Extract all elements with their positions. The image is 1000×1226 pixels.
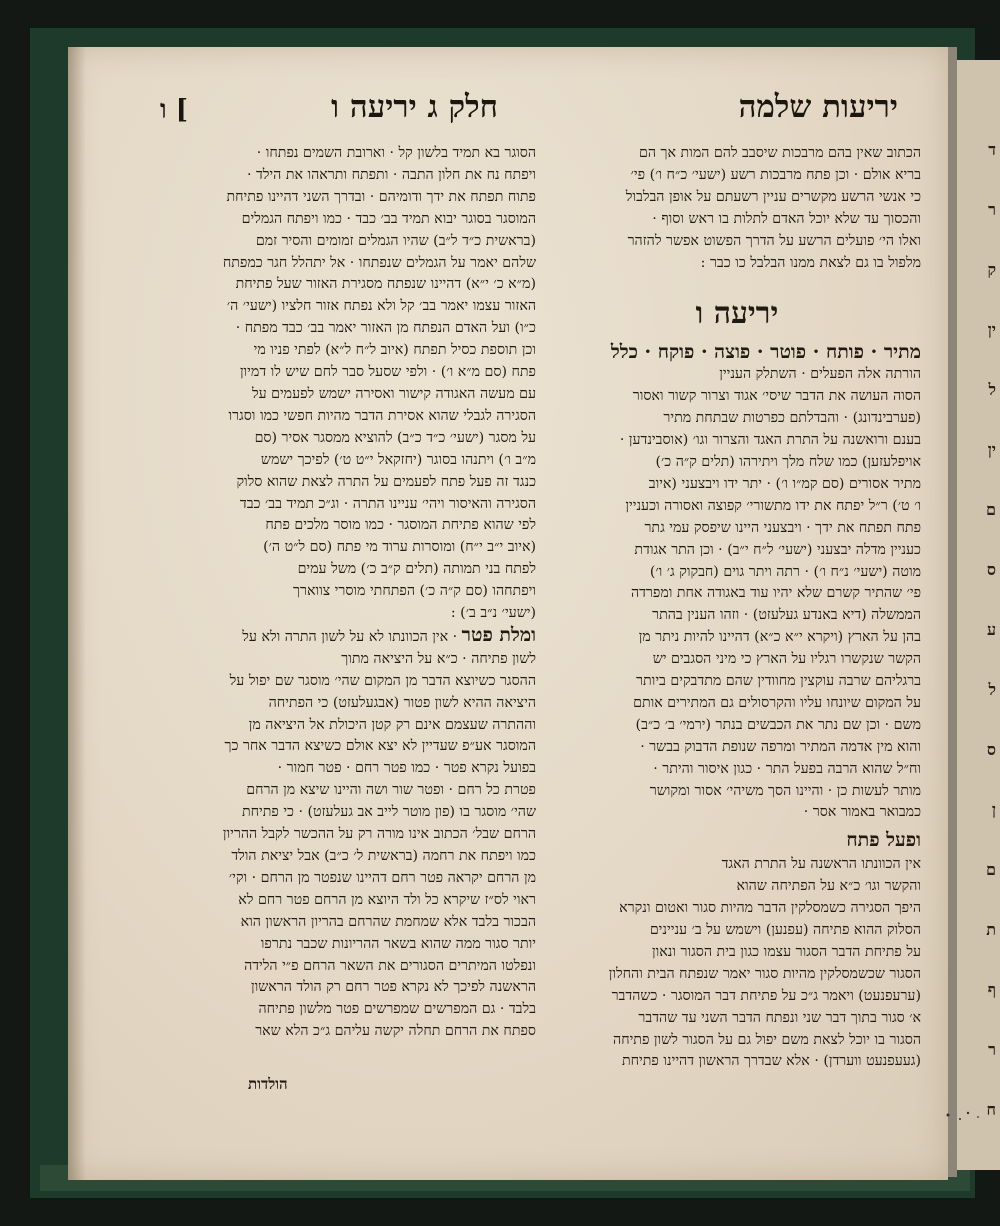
text-line: היציאה ההיא לשון פטור (אבגעלעזט) כי הפתיחה <box>268 694 536 711</box>
body-paragraph <box>164 143 536 625</box>
adjacent-page-fragment: ין <box>987 440 996 459</box>
text-line: פתוח תפתח את ידך ודומיהם · ובדרך השני דהיינו פתיחת <box>226 188 536 205</box>
text-line: מלפול בו גם לצאת ממנו הבלבל כו כבר : <box>700 254 921 271</box>
text-line: בריא אולם · וכן פתח מרבכות רשע (ישעי׳ כ״ח ו׳) פי׳ <box>630 166 921 183</box>
adjacent-page-fragment: ק <box>987 260 996 279</box>
page-number: ו [ <box>160 95 189 125</box>
text-line: מוטה (ישעי׳ נ״ח ו׳) · רתה ויתר גוים (חבקוק ג׳ ו׳) <box>649 563 921 580</box>
adjacent-page-fragment: ין <box>987 320 996 339</box>
text-line: כי אנשי הרשע מקשרים עניין רשעתם על אופן הבלבול <box>625 188 921 205</box>
text-line: יותר סגור ממה שהוא בשאר ההריונות שכבר נתרפו <box>260 935 536 952</box>
text-line: המוסגר בסוגר יבוא תמיד בב׳ כבד · כמו ויפתח הגמלים <box>241 210 536 227</box>
text-line: והוא מין אדמה המתיר ומרפה שנופת הדבוק בבשר · <box>640 738 921 755</box>
text-line: וכן תוספת כסיל תפתח (איוב ל״ח ל״א) לפתי פניו מי <box>253 342 536 359</box>
text-line: היפך הסגירה כשמסלקין הדבר מהיות סגור ואטום ונקרא <box>619 900 921 917</box>
text-line: א׳ סגור בתוך דבר שני ונפתח הדבר השני עד שהדבר <box>638 1009 921 1026</box>
text-line: ויפתחהו (סם ק״ה כ׳) הפתחתי מוסרי צווארך <box>293 583 536 600</box>
text-line: פטרת כל רחם · ופטר שור ושה והיינו שיצא מן הרחם <box>246 782 536 799</box>
adjacent-page-fragment: ר <box>988 1040 996 1059</box>
text-line: הורתה אלה הפעלים · השתלק העניין <box>719 366 921 383</box>
text-line: הקשר שנקשרו רגליו על הארץ כי מיני הסגבים יש <box>652 651 921 668</box>
text-line: (בראשית כ״ד ל״ב) שהיו הגמלים זמומים והסיר זמם <box>255 232 536 249</box>
text-line: כמו ויפתח את רחמה (בראשית ל׳ כ״ב) אבל יציאת הולד <box>231 848 536 864</box>
section-first-line: אין הכוונתו לא על לשון התרה ולא על <box>242 628 449 645</box>
adjacent-page-fragment: ח <box>986 1100 996 1119</box>
text-line: ואלו הי׳ פועלים הרשע על הדרך הפשוט אפשר להזהר <box>627 232 921 249</box>
text-line: משם · וכן שם נתר את הכבשים בנתר (ירמי׳ ב׳ כ״ב) <box>635 716 921 733</box>
text-line: (איוב י״ב י״ח) ומוסרות ערוד מי פתח (סם ל״ט ה׳) <box>263 539 536 556</box>
text-line: לפתח בני תמותה (תלים ק״ב כ׳) משל עמים <box>297 561 536 578</box>
adjacent-page-fragment: ף <box>987 980 996 999</box>
text-line: והכסוך עד שלא יוכל האדם לתלות בו ראש וסוף · <box>652 210 921 227</box>
text-line: מ״ב ו׳) ויתנהו בסוגר (יחזקאל י״ט ט׳) לפיכך ישמש <box>260 451 536 468</box>
text-line: הבכור בלבד אלא שמחמת שהרחם בהריון הראשון הוא <box>240 913 536 930</box>
text-line: פתח תפתח את ידך · ויבצעני היינו שיפסק עמי גתר <box>644 519 921 536</box>
text-line: כמבואר באמור אסר · <box>803 804 921 821</box>
text-line: לפי שהוא פתיחת המוסגר · כמו מוסר מלכים פתח <box>265 517 536 534</box>
text-line: מן הרחם יקראה פטר רחם דהיינו שנפטר מן הרחם · וקי׳ <box>228 869 536 886</box>
text-line: אין הכוונתו הראשנה על התרת האגד <box>721 856 921 873</box>
book-page <box>68 47 948 1180</box>
text-line: והקשר וגו׳ כ״א על הפתיחה שהוא <box>736 878 921 895</box>
text-line: פתח (סם מ״א ו׳) · ולפי שסעל סבר לחם שיש לו דמיון <box>239 364 536 381</box>
adjacent-page-fragment: ן <box>991 800 996 819</box>
text-line: שלהם יאמר על הגמלים שנפתחו · אל יתהלל חגר כמפתח <box>222 254 536 271</box>
ink-speck <box>938 1107 998 1127</box>
body-paragraph <box>553 364 921 824</box>
text-line: לשון פתיחה · כ״א על היציאה מתוך <box>341 650 536 667</box>
adjacent-page-fragment: ם <box>986 500 996 519</box>
section-headword: ומלת פטר <box>461 623 536 646</box>
text-line: בענם ורואשנה על התרת האגד והצרור וגו׳ (אוסבינדען · <box>619 432 921 449</box>
text-line: ראוי לס״ז שיקרא כל ולד היוצא מן הרחם פטר רחם לא <box>238 891 536 908</box>
text-line: פי׳ שהתיר קשרם שלא יהיו עוד באגודה אחת ומפרדה <box>630 585 921 602</box>
adjacent-page-fragment: ר <box>988 200 996 219</box>
text-line: כעניין מדלה יבצעני (ישעי׳ ל״ח י״ב) · וכן התר אגודת <box>634 541 921 558</box>
text-line: וההתרה שעצמם אינם רק קטן היכולת אל היציאה מן <box>248 716 536 733</box>
text-line: הראשנה לפיכך לא נקרא פטר רחם רק הולד הראשון <box>250 979 536 996</box>
text-line: הסגירה והאיסור ויהי׳ עניינו התרה · וג״כ תמיד בב׳ כבד <box>239 495 536 512</box>
running-header-right: יריעות שלמה <box>738 89 898 125</box>
text-line: ספתח את הרחם תחלה יקשה עליהם ג״כ הלא שאר <box>255 1023 536 1040</box>
text-line: בהן על הארץ (ויקרא י״א כ״א) דהיינו להיות ניתר מן <box>638 629 921 646</box>
text-line: ההסגר כשיוצא הדבר מן המקום שהי׳ מוסגר שם יפול על <box>229 672 536 689</box>
text-line: הסגור בו יוכל לצאת משם יפול גם על הסגור לשון פתיחה <box>613 1031 921 1048</box>
text-line: שהי׳ מוסגר בו (פון מוטר לייב אב געלעזט) · כי פתיחת <box>241 804 536 821</box>
text-line: מותר לעשות כן · והיינו הסך משיהי׳ אסור ומקושר <box>649 782 921 799</box>
running-header-left: חלק ג יריעה ו <box>331 89 498 125</box>
text-line: ונפלטו המיתרים הסגורים את השאר הרחם פ״י הלידה <box>244 957 536 974</box>
text-line: האזור עצמו יאמר בב׳ קל ולא נפתח אזור חלציו (ישעי׳ ה׳ <box>226 298 536 315</box>
adjacent-page-fragment: ל <box>988 380 996 399</box>
text-line: המוסגר אע״פ שעדיין לא יצא אולם כשיצא הדבר אחר כך <box>224 738 536 755</box>
text-line: הסגור שכשמסלקין מהיות סגור יאמר שנפתח הבית והחלון <box>608 965 921 982</box>
right-column <box>553 143 921 1073</box>
adjacent-page-fragment: ס <box>986 740 996 759</box>
adjacent-page-fragment: ל <box>988 680 996 699</box>
text-line: הסוה העושה את הדבר שיסי׳ אגוד וצרור קשור ואסור <box>632 388 921 405</box>
text-line: על פתיחת הדבר הסגור עצמו כגון בית הסגור ונאון <box>652 943 921 960</box>
text-line: ויפתח נח את חלון התבה · ותפתח ותראהו את הילד · <box>246 166 536 183</box>
section-title: יריעה ו <box>695 296 779 332</box>
text-line: בלבד · גם המפרשים שמפרשים פטר מלשון פתיחה <box>258 1001 536 1018</box>
text-line: הרחם שבל׳ הכתוב אינו מורה רק על ההכשר לקבל ההריון <box>222 826 536 843</box>
text-line: הממשלה (דיא באנדע געלעזט) · וזהו הענין בהתר <box>652 607 921 624</box>
adjacent-page-fragment: ת <box>986 920 996 939</box>
adjacent-page-fragment: ד <box>988 140 996 159</box>
text-line: וח״ל שהוא הרבה בפעל התר · כגון איסור והיתר · <box>653 760 921 777</box>
catchword: הולדות <box>248 1075 288 1093</box>
adjacent-page-fragment: ע <box>986 620 996 639</box>
text-line: הסוגר בא תמיד בלשון קל · וארובת השמים נפתחו · <box>256 145 536 161</box>
text-line: (ישעי׳ נ״ב ב׳) : <box>450 605 536 622</box>
text-line: כנגד זה פעל פתח לפעמים על התרה לצאת שהוא סלוק <box>236 473 536 490</box>
text-line: ו׳ ט׳) ר״ל יפתח את ידו מתשורי׳ קפוצה ואסורה וכעניין <box>625 497 921 514</box>
text-line: על מסגר (ישעי׳ כ״ד כ״ב) להוציא ממסגר אסיר (סם <box>254 429 536 446</box>
text-line: (פערבינדונג) · והבדלתם כפרטות שבתחת מתיר <box>663 410 921 427</box>
text-line: הסגירה לגבלי שהוא אסירת הדבר מהיות חפשי כמו וסגרו <box>228 407 536 424</box>
headword-line: מתיר · פותח · פוטר · פוצה · פוקח · כלל <box>610 341 921 364</box>
body-paragraph-2 <box>164 649 536 1043</box>
text-line: כ״ו) ועל האדם הנפתח מן האזור יאמר בב׳ כבד מפתח · <box>235 320 536 337</box>
text-line: על המקום שיונחו עליו והקרסולים גם המתירים אותם <box>633 694 921 711</box>
adjacent-page-fragment: ם <box>986 860 996 879</box>
left-column: הסוגר בא תמיד בלשון קל · וארובת השמים נפתחו · ויפתח נח את חלון התבה · ותפתח ותראהו את הילד · פתוח תפתח את ידך ודומיהם · ובדרך השני דהיינו פתיחת המוסגר בסוגר יבוא תמיד בב׳ כבד · כמו ויפתח הגמלים (בראשית כ״ד ל״ב) שהיו הגמלים זמומים והסיר זמם שלהם יאמר על הגמלים שנפתחו · אל יתהלל חגר כמפתח (מ״א כ׳ י״א) דהיינו שנפתח מסגירת האזור שעל פתיחת האזור עצמו יאמר בב׳ קל ולא נפתח אזור חלציו (ישעי׳ ה׳ כ״ו) ועל האדם הנפתח מן האזור יאמר בב׳ כבד מפתח · וכן תוספת כסיל תפתח (איוב ל״ח ל״א) לפתי פניו מי פתח (סם מ״א ו׳) · ולפי שסעל סבר לחם שיש לו דמיון עם מעשה האגודה קישור ואסירה ישמש לפעמים על הסגירה לגבלי שהוא אסירת הדבר מהיות חפשי כמו וסגרו על מסגר (ישעי׳ כ״ד כ״ב) להוציא ממסגר אסיר (סם מ״ב ו׳) ויתנהו בסוגר (יחזקאל י״ט ט׳) לפיכך ישמש כנגד זה פעל פתח לפעמים על התרה לצאת שהוא סלוק הסגירה והאיסור ויהי׳ עניינו התרה · וג״כ תמיד בב׳ כבד לפי שהוא פתיחת המוסגר · כמו מוסר מלכים פתח (איוב י״ב י״ח) ומוסרות ערוד מי פתח (סם ל״ט ה׳) לפתח בני תמותה (תלים ק״ב כ׳) משל עמים ויפתחהו (סם ק״ה כ׳) הפתחתי מוסרי צווארך (ישעי׳ נ״ב ב׳) : ומלת פטר · אין הכוונתו לא על לשון התרה ולא על לשון פתיחה · כ״א על היציאה מתוך ההסגר כשיוצא הדבר מן המקום שהי׳ מוסגר שם יפול על היציאה ההיא לשון פטור (אבגעלעזט) כי הפתיחה וההתרה שעצמם אינם רק קטן היכולת אל היציאה מן המוסגר אע״פ שעדיין לא יצא אולם כשיצא הדבר אחר כך בפועל נקרא פטר · כמו פטר רחם · פטר חמור · פטרת כל רחם · ופטר שור ושה והיינו שיצא מן הרחם שהי׳ מוסגר בו (פון מוטר לייב אב געלעזט) · כי פתיחת הרחם שבל׳ הכתוב אינו מורה רק על ההכשר לקבל ההריון כמו ויפתח את רחמה (בראשית ל׳ כ״ב) אבל יציאת הולד מן הרחם יקראה פטר רחם דהיינו שנפטר מן הרחם · וקי׳ ראוי לס״ז שיקרא כל ולד היוצא מן הרחם פטר רחם לא הבכור בלבד אלא שמחמת שהרחם בהריון הראשון הוא יותר סגור ממה שהוא בשאר ההריונות שכבר נתרפו ונפלטו המיתרים הסגורים את השאר הרחם פ״י הלידה הראשנה לפיכך לא נקרא פטר רחם רק הולד הראשון בלבד · גם המפרשים שמפרשים פטר מלשון פתיחה ספתח את הרחם תחלה יקשה עליהם ג״כ הלא שאר <box>164 143 536 1043</box>
body-paragraph-2 <box>553 854 921 1073</box>
text-line: הסלוק ההוא פתיחה (עפנען) וישמש על ב׳ עניינים <box>649 922 921 938</box>
text-line: (מ״א כ׳ י״א) דהיינו שנפתח מסגירת האזור שעל פתיחת <box>235 276 536 293</box>
adjacent-page-fragment: ס <box>986 560 996 579</box>
text-line: אויפלעזען) כמו שלח מלך ויתירהו (תלים ק״ה כ׳) <box>655 453 921 470</box>
gutter-shadow <box>68 47 86 1180</box>
text-line: (געעפנעט ווערדן) · אלא שבדרך הראשון דהיינו פתיחת <box>622 1053 921 1070</box>
text-line: עם מעשה האגודה קישור ואסירה ישמש לפעמים על <box>251 385 536 402</box>
section-headword: ופעל פתח <box>846 829 921 852</box>
text-line: ברגליהם שרבה עוקצין מחוודין שהם מתדבקים ביותר <box>636 673 921 690</box>
text-line: (ערעפנעט) ויאמר ג״כ על פתיחת דבר המוסגר · כשהדבר <box>611 987 921 1004</box>
adjacent-page-edge <box>955 60 1000 1170</box>
text-line: הכתוב שאין בהם מרבכות שיסבב להם המות אך הם <box>639 145 921 161</box>
intro-paragraph <box>553 143 921 274</box>
text-line: בפועל נקרא פטר · כמו פטר רחם · פטר חמור · <box>277 760 536 777</box>
text-line: מתיר אסורים (סם קמ״ו ו׳) · יתר ידו ויבצעני (איוב <box>648 475 921 492</box>
